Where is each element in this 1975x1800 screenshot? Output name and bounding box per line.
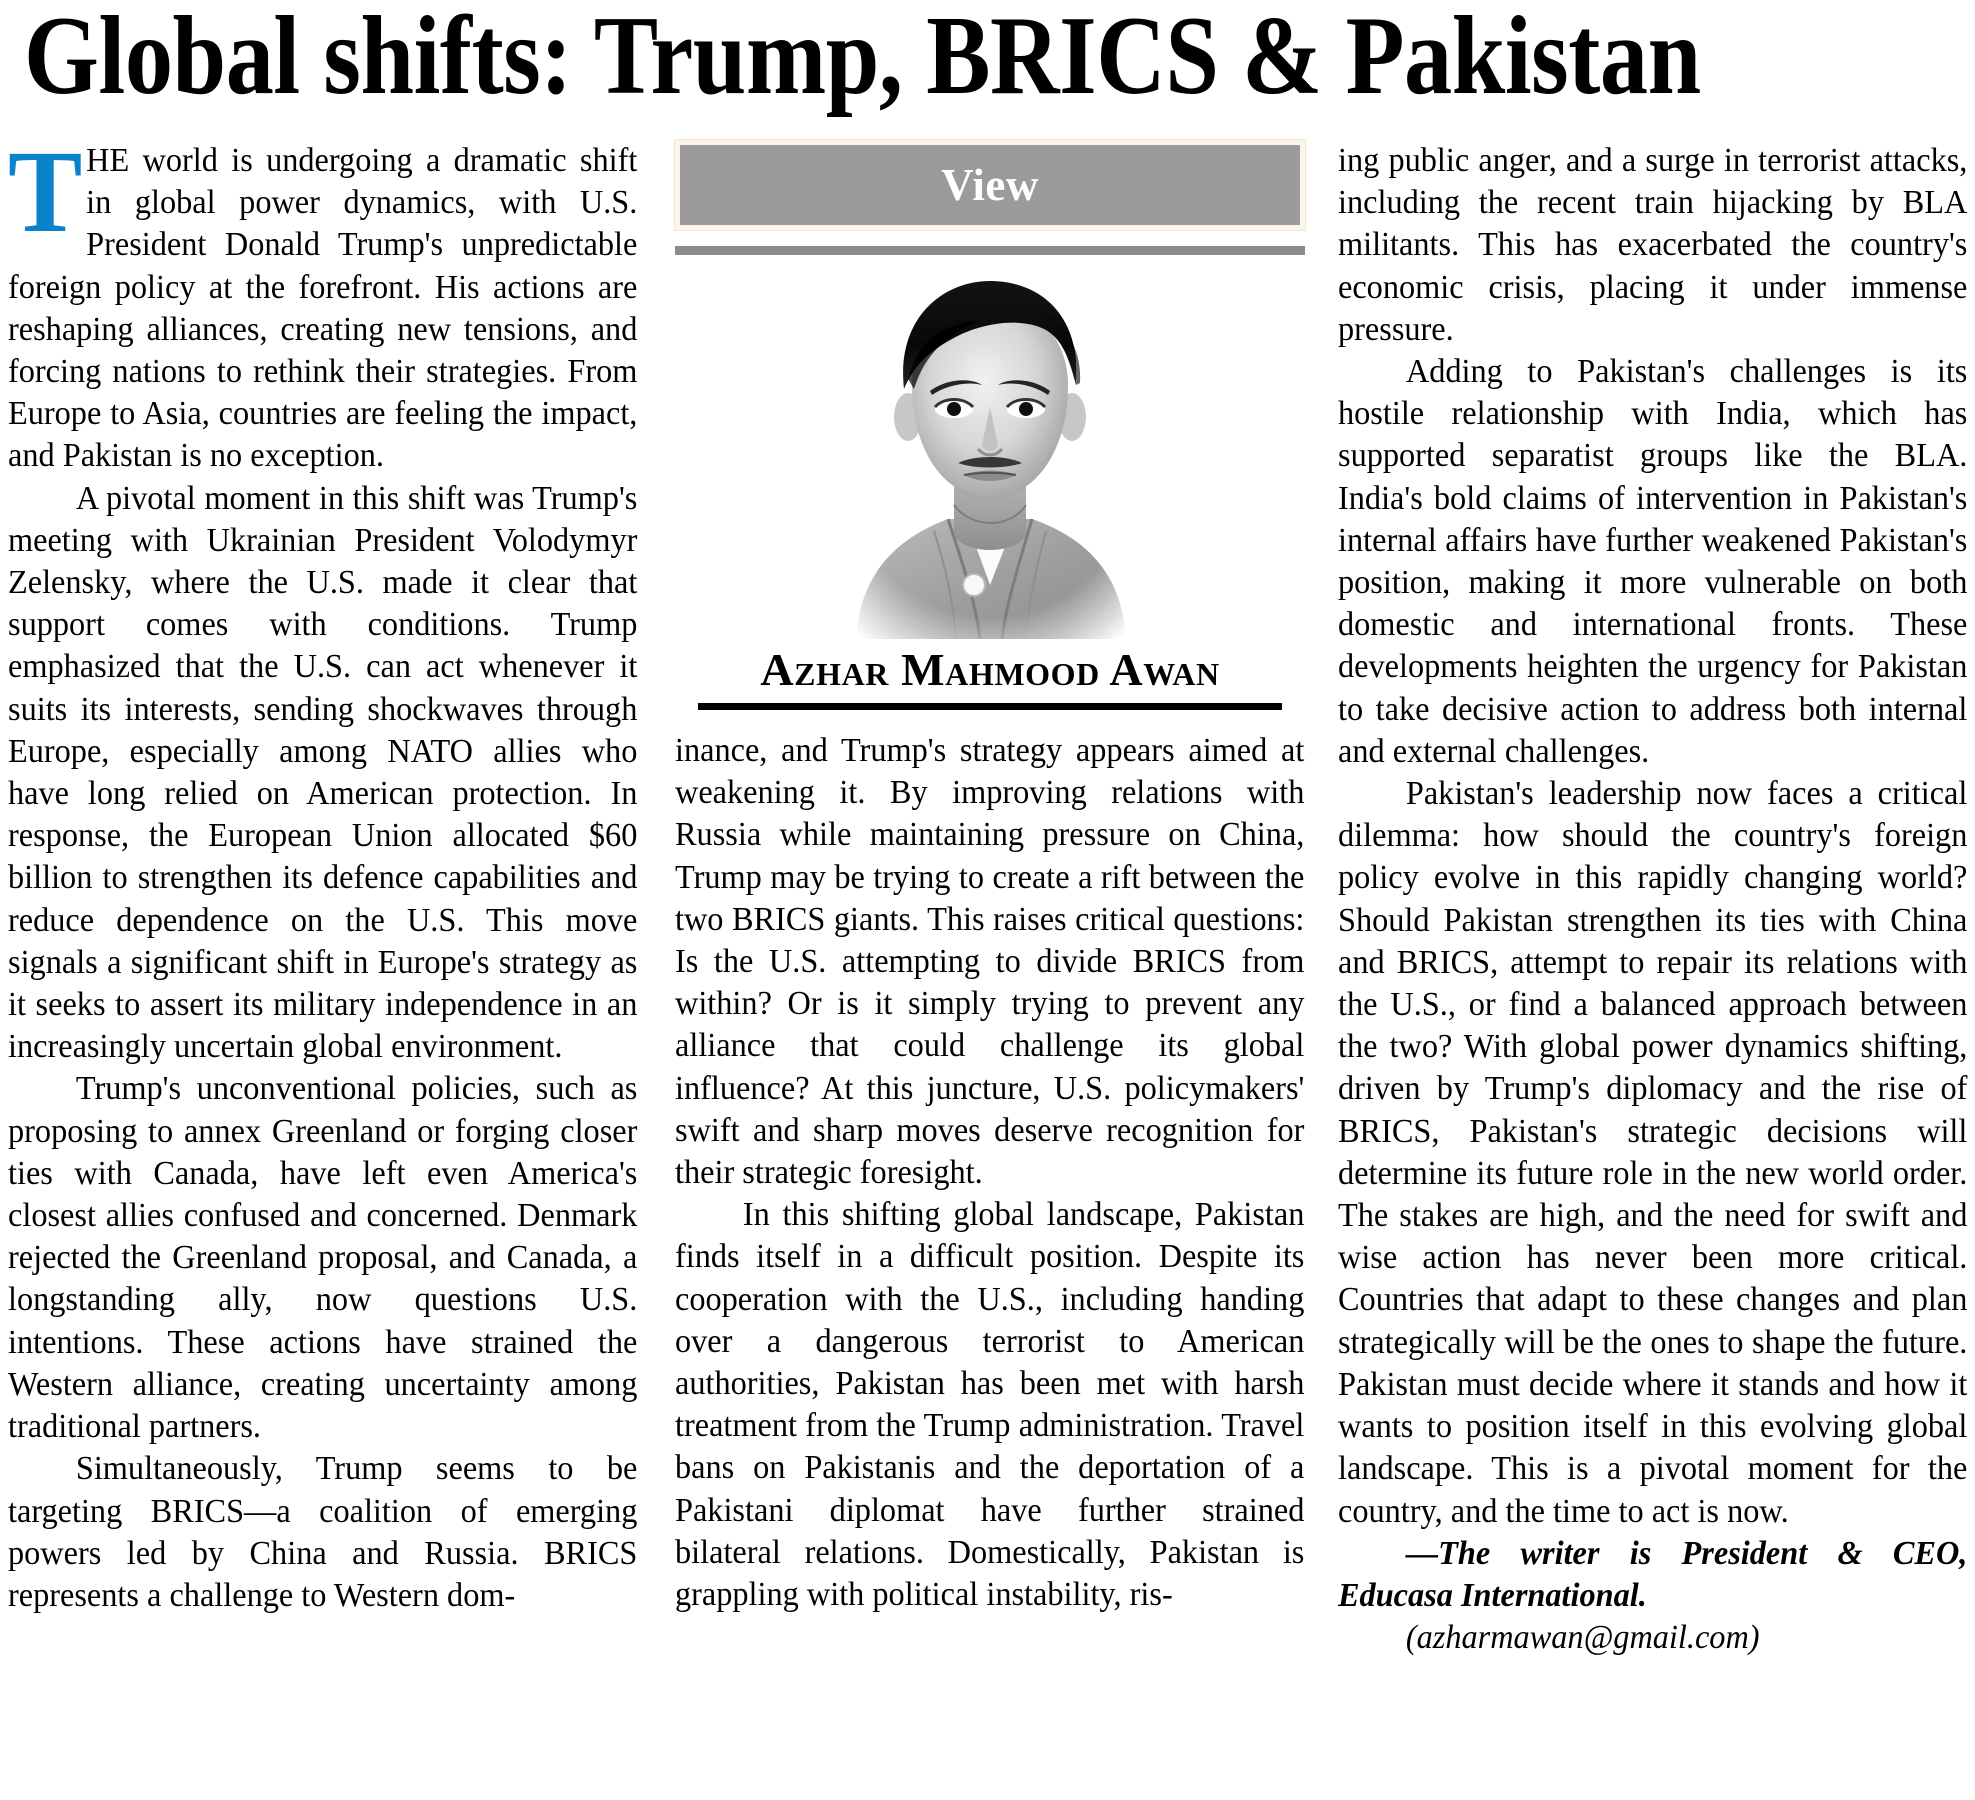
paragraph: ing public anger, and a surge in terrorist attacks, including the recent train hijacking by BLA militants. This has exacerbated the country's economic crisis, placing it under immense pressure. xyxy=(1338,142,1968,348)
article-column-3 xyxy=(1338,140,1968,1800)
paragraph: Trump's unconventional policies, such as proposing to annex Greenland or forging closer ties with Canada, have left even America's closest allies confused and concerned. Denmark rejected the Greenland proposal, and Canada, a longstanding ally, now questions U.S. intentions. These actions have strained the Western alliance, creating uncertainty among traditional partners. xyxy=(8,1070,638,1446)
paragraph: In this shifting global landscape, Pakistan finds itself in a difficult position. Despite its cooperation with the U.S., including handing over a dangerous terrorist to American authorities, Pakistan has been met with harsh treatment from the Trump administration. Travel bans on Pakistanis and the deportation of a Pakistani diplomat have further strained bilateral relations. Domestically, Pakistan is grappling with political instability, ris- xyxy=(675,1196,1305,1614)
view-banner-container xyxy=(675,140,1305,255)
paragraph-lead-text: HE world is undergoing a dramatic shift in global power dynamics, with U.S. President Donald Trump's unpredictable foreign policy at the forefront. His actions are reshaping alliances, creating new tensions, and forcing nations to rethink their strategies. From Europe to Asia, countries are feeling the impact, and Pakistan is no exception. xyxy=(8,142,638,475)
drop-cap-letter: T xyxy=(8,126,83,257)
column-3-text xyxy=(1338,140,1967,1659)
column-2-text xyxy=(675,730,1304,1616)
article-columns xyxy=(0,126,1975,1800)
paragraph: inance, and Trump's strategy appears aimed at weakening it. By improving relations with Russia while maintaining pressure on China, Trump may be trying to create a rift between the two BRICS giants. This raises critical questions: Is the U.S. attempting to divide BRICS from within? Or is it simply trying to prevent any alliance that could challenge its global influence? At this juncture, U.S. policymakers' swift and sharp moves deserve recognition for their strategic foresight. xyxy=(675,732,1305,1192)
page-title: Global shifts: Trump, BRICS & Pakistan xyxy=(24,0,1701,118)
paragraph: Pakistan's leadership now faces a critical dilemma: how should the country's foreign policy evolve in this rapidly changing world? Should Pakistan strengthen its ties with China and BRICS, attempt to repair its relations with the U.S., or find a balanced approach between the two? With global power dynamics shifting, driven by Trump's diplomacy and the rise of BRICS, Pakistan's strategic decisions will determine its future role in the new world order. The stakes are high, and the need for swift and wise action has never been more critical. Countries that adapt to these changes and plan strategically will be the ones to shape the future. Pakistan must decide where it stands and how it wants to position itself in this evolving global landscape. This is a pivotal moment for the country, and the time to act is now. xyxy=(1338,775,1968,1530)
author-signoff: —The writer is President & CEO, Educasa International. xyxy=(1338,1534,1968,1614)
paragraph-lead xyxy=(8,126,638,478)
column-1-text xyxy=(8,126,638,1617)
article-column-2 xyxy=(675,140,1305,1800)
paragraph: A pivotal moment in this shift was Trump's meeting with Ukrainian President Volodymyr Zelensky, where the U.S. made it clear that support comes with conditions. Trump emphasized that the U.S. can act whenever it suits its interests, sending shockwaves through Europe, especially among NATO allies who have long relied on American protection. In response, the European Union allocated $60 billion to strengthen its defence capabilities and reduce dependence on the U.S. This move signals a significant shift in Europe's strategy as it seeks to assert its military independence in an increasingly uncertain global environment. xyxy=(8,479,638,1066)
article-column-1 xyxy=(8,126,638,1800)
author-photo-container xyxy=(675,267,1305,639)
view-banner xyxy=(675,140,1305,230)
paragraph: Adding to Pakistan's challenges is its hostile relationship with India, which has supported separatist groups like the BLA. India's bold claims of intervention in Pakistan's internal affairs have further weakened Pakistan's position, making it more vulnerable on both domestic and international fronts. These developments heighten the urgency for Pakistan to take decisive action to address both internal and external challenges. xyxy=(1338,353,1968,770)
author-underline-rule xyxy=(698,703,1282,710)
paragraph: Simultaneously, Trump seems to be targeting BRICS—a coalition of emerging powers led by China and Russia. BRICS represents a challenge to Western dom- xyxy=(8,1450,638,1614)
author-portrait-photo xyxy=(830,267,1150,639)
author-name: Azhar Mahmood Awan xyxy=(760,644,1220,695)
banner-divider-rule xyxy=(675,246,1305,255)
view-banner-label: View xyxy=(941,159,1039,210)
author-email: (azharmawan@gmail.com) xyxy=(1405,1619,1760,1657)
